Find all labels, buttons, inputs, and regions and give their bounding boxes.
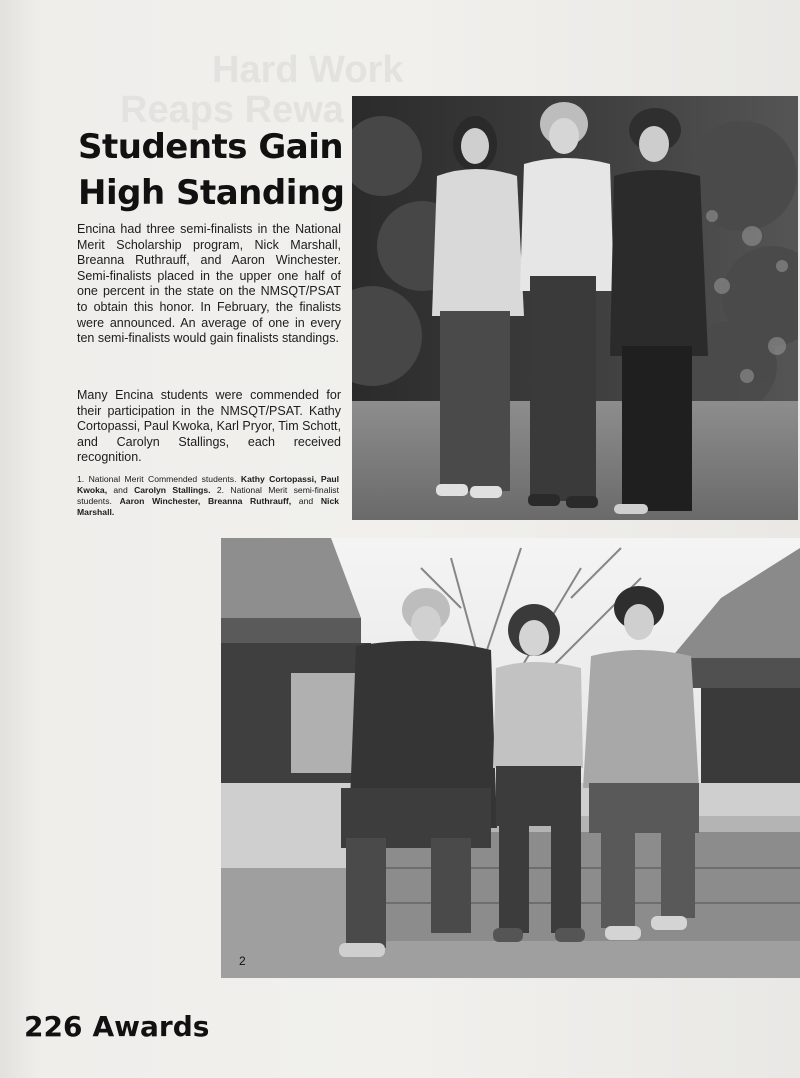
- page-folio: [24, 1010, 219, 1043]
- headline-line-1: Students Gain: [78, 127, 344, 167]
- photo-semi-finalist-students: [221, 538, 800, 978]
- caption-last-2: Nick Marshall.: [77, 496, 339, 517]
- ghost-line-1: Hard Work: [212, 49, 404, 91]
- caption-text-2: 2. National Merit semi-finalist students.: [77, 485, 339, 506]
- caption-names-2: Aaron Winchester, Breanna Ruthrauff,: [119, 496, 292, 506]
- caption-and-2: and: [291, 496, 321, 506]
- photo-2-illustration: [221, 538, 800, 978]
- body-paragraph-1: Encina had three semi-finalists in the National Merit Scholarship program, Nick Marshall, Breanna Ruthrauff, and Aaron Winchester. Semi-finalists placed in the upper one half of one percent in the state on the NMSQT/PSAT to obtain this honor. In February, the finalists were announced. An average of one in every ten semi-finalists would gain finalists standings.: [77, 222, 341, 346]
- photo-2-number: 2: [239, 954, 246, 968]
- headline-line-2: High Standing: [78, 173, 345, 213]
- photo-1-illustration: [352, 96, 798, 520]
- body-paragraph-2: Many Encina students were commended for their participation in the NMSQT/PSAT. Kathy Cortopassi, Paul Kwoka, Karl Pryor, Tim Schott, and Carolyn Stallings, each received recognition.: [77, 388, 341, 465]
- section-name: Awards: [92, 1010, 210, 1043]
- caption-and-1: and: [107, 485, 135, 495]
- ghost-line-2: Reaps Rewa: [120, 89, 344, 131]
- caption-names-1: Kathy Cortopassi, Paul Kwoka,: [77, 474, 339, 495]
- photo-commended-students: [352, 96, 798, 520]
- page-number: 226: [24, 1010, 83, 1043]
- caption-text-1: 1. National Merit Commended students.: [77, 474, 241, 484]
- caption-last-1: Carolyn Stallings.: [134, 485, 211, 495]
- photo-caption: [77, 474, 339, 518]
- page-headline: [78, 124, 348, 216]
